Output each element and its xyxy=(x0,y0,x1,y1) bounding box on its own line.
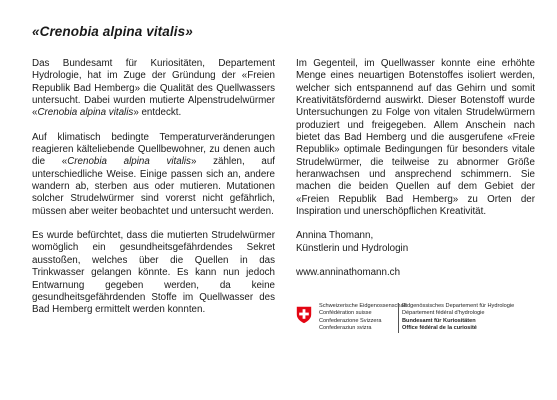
confederation-line-rm: Confederaziun svizra xyxy=(319,324,372,331)
left-text-column xyxy=(32,58,275,329)
department-line-fr: Département fédéral d'hydrologie xyxy=(402,310,485,317)
signature-name: Annina Thomann, xyxy=(296,230,374,242)
swiss-cross-icon xyxy=(296,306,312,324)
swiss-cross-horizontal xyxy=(299,313,309,316)
federal-logo-block xyxy=(296,303,536,373)
confederation-names xyxy=(319,303,407,332)
right-text-column xyxy=(296,58,535,292)
signature xyxy=(296,230,535,255)
paragraph-3: Es wurde befürchtet, dass die mutierten Strudelwürmer womöglich ein gesundheitsgefährdendes Sekret ausstoßen, welches über die Quellen in das Trinkwasser gelangen könnte. Es kann nun jedoch Entwarnung gegeben werden, da keine gesundheitsgefährdenden Stoffe im Quellwasser des Bad Hemberg ermittelt werden konnten. xyxy=(32,230,275,316)
department-line-de: Eidgenössisches Departement für Hydrologie xyxy=(402,303,515,309)
office-line-de: Bundesamt für Kuriositäten xyxy=(402,317,476,324)
paragraph-2: Auf klimatisch bedingte Temperaturveränderungen reagieren kälteliebende Quellbewohner, zu denen auch die «Crenobia alpina vitalis» zählen, auf unterschiedliche Weise. Einige passen sich an, andere wandern ab, sterben aus oder mutieren. Mutationen solcher Strudelwürmer sind vorerst nicht gefährlich, müssen aber weiter beobachtet und untersucht werden. xyxy=(32,131,275,217)
office-line-fr: Office fédéral de la curiosité xyxy=(402,324,477,331)
paragraph-4: Im Gegenteil, im Quellwasser konnte eine erhöhte Menge eines neuartigen Botenstoffes isoliert werden, welcher sich entspannend auf das Gehirn und somit Kreativitätsfördernd auswirkt. Dieser Botenstoff wurde Untersuchungen zu Folge von vitalen Strudelwürmern produziert und freigegeben. Allem Anschein nach bietet das Bad Hemberg und die ausgerufene «Freie Republik» optimale Bedingungen für besonders vitale Strudelwürmer, die teilweise zu abnormer Größe heranwachsen und ansprechend schimmern. Sie machen die beiden Quellen auf dem Gebiet der «Freien Republik Bad Hemberg» zu Orten der Inspiration und unerschöpflichen Kreativität. xyxy=(296,58,535,218)
species-name: Crenobia alpina vitalis xyxy=(67,156,191,168)
confederation-line-fr: Confédération suisse xyxy=(319,310,372,317)
species-name: Crenobia alpina vitalis xyxy=(37,107,134,119)
paragraph-1: Das Bundesamt für Kuriositäten, Departement Hydrologie, hat im Zuge der Gründung der «Freien Republik Bad Hemberg» die Qualität des Quellwassers untersucht. Dabei wurden mutierte Alpenstrudelwürmer «Crenobia alpina vitalis» entdeckt. xyxy=(32,58,275,119)
confederation-line-it: Confederazione Svizzera xyxy=(319,317,382,324)
signature-role: Künstlerin und Hydrologin xyxy=(296,242,409,254)
document-title: «Crenobia alpina vitalis» xyxy=(32,24,193,39)
website-link[interactable]: www.anninathomann.ch xyxy=(296,267,401,279)
confederation-line-de: Schweizerische Eidgenossenschaft xyxy=(319,303,407,309)
department-names xyxy=(402,303,514,332)
logo-divider xyxy=(398,303,399,333)
